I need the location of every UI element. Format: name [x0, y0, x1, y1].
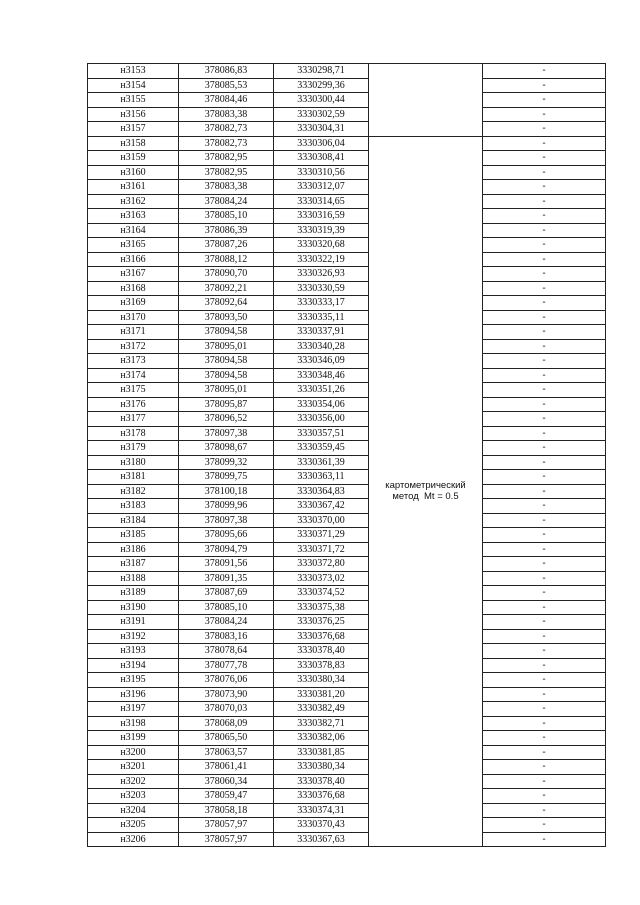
- y-coordinate-cell: 3330381,85: [274, 745, 369, 760]
- table-row: [88, 267, 606, 282]
- table-row: [88, 296, 606, 311]
- table-row: [88, 455, 606, 470]
- x-coordinate-cell: 378086,83: [179, 64, 274, 79]
- table-row: [88, 803, 606, 818]
- dash-cell: -: [483, 136, 606, 151]
- x-coordinate-cell: 378099,75: [179, 470, 274, 485]
- x-coordinate-cell: 378078,64: [179, 644, 274, 659]
- point-id-cell: н3179: [88, 441, 179, 456]
- y-coordinate-cell: 3330337,91: [274, 325, 369, 340]
- point-id-cell: н3168: [88, 281, 179, 296]
- x-coordinate-cell: 378057,97: [179, 818, 274, 833]
- y-coordinate-cell: 3330367,42: [274, 499, 369, 514]
- point-id-cell: н3174: [88, 368, 179, 383]
- x-coordinate-cell: 378082,73: [179, 122, 274, 137]
- table-row: [88, 93, 606, 108]
- x-coordinate-cell: 378087,69: [179, 586, 274, 601]
- point-id-cell: н3197: [88, 702, 179, 717]
- x-coordinate-cell: 378097,38: [179, 426, 274, 441]
- y-coordinate-cell: 3330326,93: [274, 267, 369, 282]
- table-row: [88, 107, 606, 122]
- y-coordinate-cell: 3330373,02: [274, 571, 369, 586]
- x-coordinate-cell: 378092,21: [179, 281, 274, 296]
- table-row: [88, 586, 606, 601]
- y-coordinate-cell: 3330376,68: [274, 789, 369, 804]
- point-id-cell: н3166: [88, 252, 179, 267]
- y-coordinate-cell: 3330363,11: [274, 470, 369, 485]
- y-coordinate-cell: 3330308,41: [274, 151, 369, 166]
- dash-cell: -: [483, 455, 606, 470]
- dash-cell: -: [483, 557, 606, 572]
- table-row: [88, 136, 606, 151]
- point-id-cell: н3154: [88, 78, 179, 93]
- y-coordinate-cell: 3330380,34: [274, 673, 369, 688]
- point-id-cell: н3200: [88, 745, 179, 760]
- y-coordinate-cell: 3330370,43: [274, 818, 369, 833]
- dash-cell: -: [483, 267, 606, 282]
- dash-cell: -: [483, 238, 606, 253]
- method-cell: [369, 136, 483, 847]
- point-id-cell: н3156: [88, 107, 179, 122]
- x-coordinate-cell: 378084,24: [179, 194, 274, 209]
- x-coordinate-cell: 378087,26: [179, 238, 274, 253]
- y-coordinate-cell: 3330378,40: [274, 644, 369, 659]
- table-row: [88, 238, 606, 253]
- table-row: [88, 151, 606, 166]
- y-coordinate-cell: 3330361,39: [274, 455, 369, 470]
- dash-cell: -: [483, 644, 606, 659]
- x-coordinate-cell: 378096,52: [179, 412, 274, 427]
- point-id-cell: н3192: [88, 629, 179, 644]
- y-coordinate-cell: 3330367,63: [274, 832, 369, 847]
- x-coordinate-cell: 378084,46: [179, 93, 274, 108]
- method-name: картометрический: [385, 480, 466, 492]
- x-coordinate-cell: 378094,58: [179, 354, 274, 369]
- table-row: [88, 789, 606, 804]
- table-row: [88, 180, 606, 195]
- dash-cell: -: [483, 571, 606, 586]
- point-id-cell: н3172: [88, 339, 179, 354]
- y-coordinate-cell: 3330374,52: [274, 586, 369, 601]
- x-coordinate-cell: 378095,87: [179, 397, 274, 412]
- table-row: [88, 412, 606, 427]
- dash-cell: -: [483, 64, 606, 79]
- point-id-cell: н3165: [88, 238, 179, 253]
- dash-cell: -: [483, 687, 606, 702]
- y-coordinate-cell: 3330356,00: [274, 412, 369, 427]
- x-coordinate-cell: 378091,35: [179, 571, 274, 586]
- table-row: [88, 325, 606, 340]
- dash-cell: -: [483, 789, 606, 804]
- x-coordinate-cell: 378099,96: [179, 499, 274, 514]
- table-row: [88, 383, 606, 398]
- dash-cell: -: [483, 78, 606, 93]
- point-id-cell: н3157: [88, 122, 179, 137]
- table-row: [88, 499, 606, 514]
- point-id-cell: н3185: [88, 528, 179, 543]
- table-row: [88, 64, 606, 79]
- dash-cell: -: [483, 354, 606, 369]
- x-coordinate-cell: 378077,78: [179, 658, 274, 673]
- dash-cell: -: [483, 223, 606, 238]
- y-coordinate-cell: 3330319,39: [274, 223, 369, 238]
- point-id-cell: н3193: [88, 644, 179, 659]
- y-coordinate-cell: 3330340,28: [274, 339, 369, 354]
- x-coordinate-cell: 378091,56: [179, 557, 274, 572]
- y-coordinate-cell: 3330371,29: [274, 528, 369, 543]
- dash-cell: -: [483, 122, 606, 137]
- point-id-cell: н3186: [88, 542, 179, 557]
- point-id-cell: н3177: [88, 412, 179, 427]
- coordinates-table-body: [88, 64, 606, 847]
- dash-cell: -: [483, 107, 606, 122]
- dash-cell: -: [483, 470, 606, 485]
- x-coordinate-cell: 378085,53: [179, 78, 274, 93]
- dash-cell: -: [483, 310, 606, 325]
- y-coordinate-cell: 3330333,17: [274, 296, 369, 311]
- x-coordinate-cell: 378084,24: [179, 615, 274, 630]
- y-coordinate-cell: 3330357,51: [274, 426, 369, 441]
- y-coordinate-cell: 3330351,26: [274, 383, 369, 398]
- point-id-cell: н3205: [88, 818, 179, 833]
- point-id-cell: н3178: [88, 426, 179, 441]
- point-id-cell: н3198: [88, 716, 179, 731]
- table-row: [88, 426, 606, 441]
- y-coordinate-cell: 3330359,45: [274, 441, 369, 456]
- dash-cell: -: [483, 397, 606, 412]
- table-row: [88, 644, 606, 659]
- table-row: [88, 209, 606, 224]
- point-id-cell: н3164: [88, 223, 179, 238]
- table-row: [88, 702, 606, 717]
- point-id-cell: н3202: [88, 774, 179, 789]
- x-coordinate-cell: 378057,97: [179, 832, 274, 847]
- table-row: [88, 78, 606, 93]
- dash-cell: -: [483, 774, 606, 789]
- x-coordinate-cell: 378098,67: [179, 441, 274, 456]
- y-coordinate-cell: 3330320,68: [274, 238, 369, 253]
- y-coordinate-cell: 3330299,36: [274, 78, 369, 93]
- dash-cell: -: [483, 339, 606, 354]
- dash-cell: -: [483, 165, 606, 180]
- x-coordinate-cell: 378076,06: [179, 673, 274, 688]
- y-coordinate-cell: 3330382,06: [274, 731, 369, 746]
- x-coordinate-cell: 378083,16: [179, 629, 274, 644]
- table-row: [88, 441, 606, 456]
- table-row: [88, 818, 606, 833]
- y-coordinate-cell: 3330378,40: [274, 774, 369, 789]
- point-id-cell: н3206: [88, 832, 179, 847]
- dash-cell: -: [483, 151, 606, 166]
- y-coordinate-cell: 3330302,59: [274, 107, 369, 122]
- dash-cell: -: [483, 209, 606, 224]
- x-coordinate-cell: 378086,39: [179, 223, 274, 238]
- dash-cell: -: [483, 818, 606, 833]
- point-id-cell: н3159: [88, 151, 179, 166]
- table-row: [88, 310, 606, 325]
- point-id-cell: н3201: [88, 760, 179, 775]
- point-id-cell: н3199: [88, 731, 179, 746]
- point-id-cell: н3194: [88, 658, 179, 673]
- dash-cell: -: [483, 731, 606, 746]
- point-id-cell: н3195: [88, 673, 179, 688]
- table-row: [88, 571, 606, 586]
- table-row: [88, 658, 606, 673]
- y-coordinate-cell: 3330310,56: [274, 165, 369, 180]
- x-coordinate-cell: 378094,58: [179, 368, 274, 383]
- coordinates-table: [87, 63, 606, 847]
- method-accuracy: метод Mt = 0.5: [392, 491, 459, 503]
- table-row: [88, 513, 606, 528]
- table-row: [88, 542, 606, 557]
- table-row: [88, 484, 606, 499]
- y-coordinate-cell: 3330312,07: [274, 180, 369, 195]
- x-coordinate-cell: 378058,18: [179, 803, 274, 818]
- y-coordinate-cell: 3330322,19: [274, 252, 369, 267]
- y-coordinate-cell: 3330314,65: [274, 194, 369, 209]
- point-id-cell: н3188: [88, 571, 179, 586]
- point-id-cell: н3180: [88, 455, 179, 470]
- point-id-cell: н3191: [88, 615, 179, 630]
- x-coordinate-cell: 378063,57: [179, 745, 274, 760]
- x-coordinate-cell: 378094,79: [179, 542, 274, 557]
- y-coordinate-cell: 3330354,06: [274, 397, 369, 412]
- x-coordinate-cell: 378065,50: [179, 731, 274, 746]
- x-coordinate-cell: 378085,10: [179, 209, 274, 224]
- dash-cell: -: [483, 441, 606, 456]
- x-coordinate-cell: 378083,38: [179, 107, 274, 122]
- y-coordinate-cell: 3330335,11: [274, 310, 369, 325]
- y-coordinate-cell: 3330306,04: [274, 136, 369, 151]
- x-coordinate-cell: 378099,32: [179, 455, 274, 470]
- table-row: [88, 339, 606, 354]
- x-coordinate-cell: 378082,73: [179, 136, 274, 151]
- x-coordinate-cell: 378088,12: [179, 252, 274, 267]
- y-coordinate-cell: 3330376,68: [274, 629, 369, 644]
- x-coordinate-cell: 378085,10: [179, 600, 274, 615]
- point-id-cell: н3161: [88, 180, 179, 195]
- y-coordinate-cell: 3330374,31: [274, 803, 369, 818]
- y-coordinate-cell: 3330376,25: [274, 615, 369, 630]
- x-coordinate-cell: 378094,58: [179, 325, 274, 340]
- y-coordinate-cell: 3330370,00: [274, 513, 369, 528]
- y-coordinate-cell: 3330330,59: [274, 281, 369, 296]
- point-id-cell: н3158: [88, 136, 179, 151]
- y-coordinate-cell: 3330371,72: [274, 542, 369, 557]
- dash-cell: -: [483, 93, 606, 108]
- point-id-cell: н3173: [88, 354, 179, 369]
- x-coordinate-cell: 378100,18: [179, 484, 274, 499]
- x-coordinate-cell: 378082,95: [179, 151, 274, 166]
- x-coordinate-cell: 378068,09: [179, 716, 274, 731]
- table-row: [88, 600, 606, 615]
- table-row: [88, 687, 606, 702]
- x-coordinate-cell: 378095,01: [179, 383, 274, 398]
- dash-cell: -: [483, 803, 606, 818]
- dash-cell: -: [483, 629, 606, 644]
- dash-cell: -: [483, 832, 606, 847]
- y-coordinate-cell: 3330300,44: [274, 93, 369, 108]
- point-id-cell: н3181: [88, 470, 179, 485]
- y-coordinate-cell: 3330375,38: [274, 600, 369, 615]
- x-coordinate-cell: 378092,64: [179, 296, 274, 311]
- point-id-cell: н3187: [88, 557, 179, 572]
- table-row: [88, 528, 606, 543]
- point-id-cell: н3155: [88, 93, 179, 108]
- point-id-cell: н3175: [88, 383, 179, 398]
- x-coordinate-cell: 378097,38: [179, 513, 274, 528]
- y-coordinate-cell: 3330304,31: [274, 122, 369, 137]
- empty-method-cell: [369, 64, 483, 137]
- point-id-cell: н3183: [88, 499, 179, 514]
- dash-cell: -: [483, 194, 606, 209]
- dash-cell: -: [483, 702, 606, 717]
- x-coordinate-cell: 378059,47: [179, 789, 274, 804]
- y-coordinate-cell: 3330381,20: [274, 687, 369, 702]
- dash-cell: -: [483, 513, 606, 528]
- point-id-cell: н3153: [88, 64, 179, 79]
- dash-cell: -: [483, 499, 606, 514]
- table-row: [88, 774, 606, 789]
- point-id-cell: н3171: [88, 325, 179, 340]
- table-row: [88, 165, 606, 180]
- dash-cell: -: [483, 586, 606, 601]
- point-id-cell: н3160: [88, 165, 179, 180]
- y-coordinate-cell: 3330380,34: [274, 760, 369, 775]
- y-coordinate-cell: 3330372,80: [274, 557, 369, 572]
- y-coordinate-cell: 3330378,83: [274, 658, 369, 673]
- x-coordinate-cell: 378095,66: [179, 528, 274, 543]
- table-row: [88, 281, 606, 296]
- dash-cell: -: [483, 542, 606, 557]
- dash-cell: -: [483, 426, 606, 441]
- dash-cell: -: [483, 383, 606, 398]
- y-coordinate-cell: 3330346,09: [274, 354, 369, 369]
- dash-cell: -: [483, 252, 606, 267]
- y-coordinate-cell: 3330348,46: [274, 368, 369, 383]
- dash-cell: -: [483, 180, 606, 195]
- point-id-cell: н3167: [88, 267, 179, 282]
- x-coordinate-cell: 378061,41: [179, 760, 274, 775]
- x-coordinate-cell: 378060,34: [179, 774, 274, 789]
- point-id-cell: н3204: [88, 803, 179, 818]
- dash-cell: -: [483, 281, 606, 296]
- dash-cell: -: [483, 760, 606, 775]
- table-row: [88, 629, 606, 644]
- table-row: [88, 223, 606, 238]
- table-row: [88, 194, 606, 209]
- table-row: [88, 832, 606, 847]
- point-id-cell: н3203: [88, 789, 179, 804]
- point-id-cell: н3169: [88, 296, 179, 311]
- y-coordinate-cell: 3330298,71: [274, 64, 369, 79]
- point-id-cell: н3182: [88, 484, 179, 499]
- y-coordinate-cell: 3330316,59: [274, 209, 369, 224]
- dash-cell: -: [483, 296, 606, 311]
- point-id-cell: н3189: [88, 586, 179, 601]
- dash-cell: -: [483, 325, 606, 340]
- dash-cell: -: [483, 673, 606, 688]
- dash-cell: -: [483, 528, 606, 543]
- table-row: [88, 470, 606, 485]
- table-row: [88, 615, 606, 630]
- dash-cell: -: [483, 484, 606, 499]
- table-row: [88, 122, 606, 137]
- x-coordinate-cell: 378070,03: [179, 702, 274, 717]
- table-row: [88, 716, 606, 731]
- point-id-cell: н3170: [88, 310, 179, 325]
- table-row: [88, 760, 606, 775]
- x-coordinate-cell: 378082,95: [179, 165, 274, 180]
- table-row: [88, 557, 606, 572]
- table-row: [88, 397, 606, 412]
- dash-cell: -: [483, 658, 606, 673]
- table-row: [88, 252, 606, 267]
- table-row: [88, 673, 606, 688]
- x-coordinate-cell: 378095,01: [179, 339, 274, 354]
- table-row: [88, 354, 606, 369]
- dash-cell: -: [483, 600, 606, 615]
- point-id-cell: н3196: [88, 687, 179, 702]
- table-row: [88, 745, 606, 760]
- x-coordinate-cell: 378073,90: [179, 687, 274, 702]
- y-coordinate-cell: 3330382,71: [274, 716, 369, 731]
- table-row: [88, 368, 606, 383]
- x-coordinate-cell: 378083,38: [179, 180, 274, 195]
- y-coordinate-cell: 3330382,49: [274, 702, 369, 717]
- x-coordinate-cell: 378093,50: [179, 310, 274, 325]
- dash-cell: -: [483, 745, 606, 760]
- y-coordinate-cell: 3330364,83: [274, 484, 369, 499]
- point-id-cell: н3163: [88, 209, 179, 224]
- dash-cell: -: [483, 412, 606, 427]
- point-id-cell: н3184: [88, 513, 179, 528]
- table-row: [88, 731, 606, 746]
- point-id-cell: н3162: [88, 194, 179, 209]
- dash-cell: -: [483, 615, 606, 630]
- dash-cell: -: [483, 716, 606, 731]
- x-coordinate-cell: 378090,70: [179, 267, 274, 282]
- point-id-cell: н3176: [88, 397, 179, 412]
- point-id-cell: н3190: [88, 600, 179, 615]
- dash-cell: -: [483, 368, 606, 383]
